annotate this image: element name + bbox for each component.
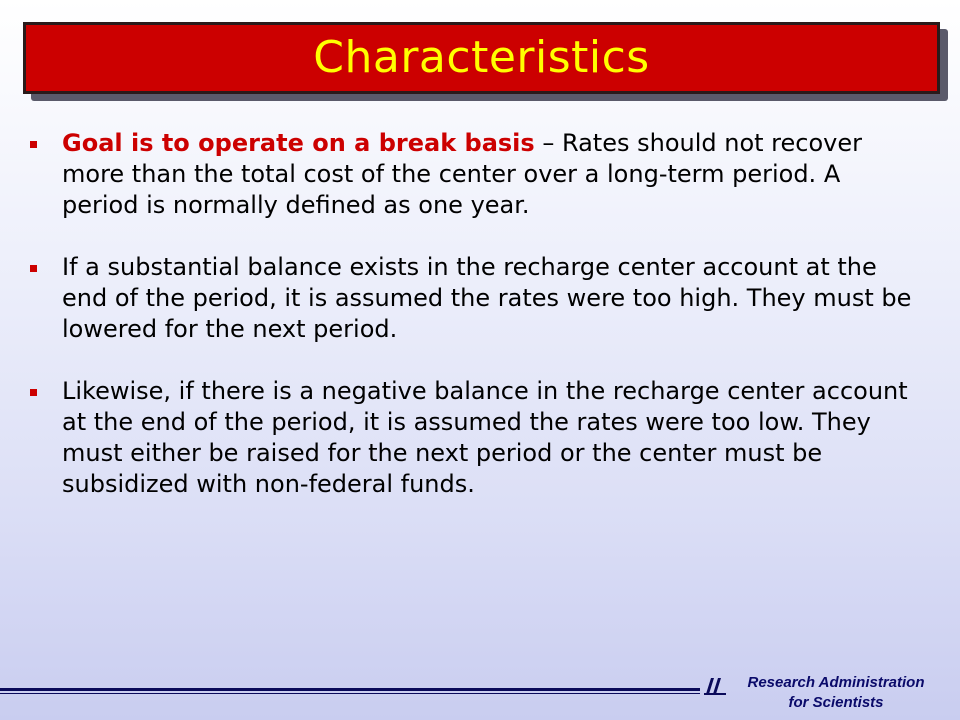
bullet-square-icon — [30, 389, 37, 396]
bullet-item — [24, 128, 924, 221]
slide-title: Characteristics — [313, 32, 650, 83]
bullet-item — [24, 376, 924, 500]
bullet-square-icon — [30, 141, 37, 148]
bullet-list — [24, 128, 924, 531]
bullet-emphasis: Goal is to operate on a break basis — [62, 129, 535, 157]
bullet-item — [24, 252, 924, 345]
bullet-text: Likewise, if there is a negative balance in the recharge center account at the end of the period, it is assumed the rates were too low. They must either be raised for the next period or the center must be subsidized with non-federal funds. — [62, 377, 908, 498]
footer-line-2: for Scientists — [788, 694, 884, 711]
footer-caption — [718, 673, 954, 713]
title-banner — [23, 22, 940, 94]
bullet-square-icon — [30, 265, 37, 272]
footer-line-1: Research Administration — [747, 674, 925, 691]
bullet-text: If a substantial balance exists in the recharge center account at the end of the period, it is assumed the rates were too high. They must be lowered for the next period. — [62, 253, 912, 343]
bullet-text: – Rates should not recover more than the total cost of the center over a long-term period. A period is normally defined as one year. — [62, 129, 863, 219]
footer-rule-thin — [0, 693, 700, 694]
footer-rule — [0, 688, 700, 691]
